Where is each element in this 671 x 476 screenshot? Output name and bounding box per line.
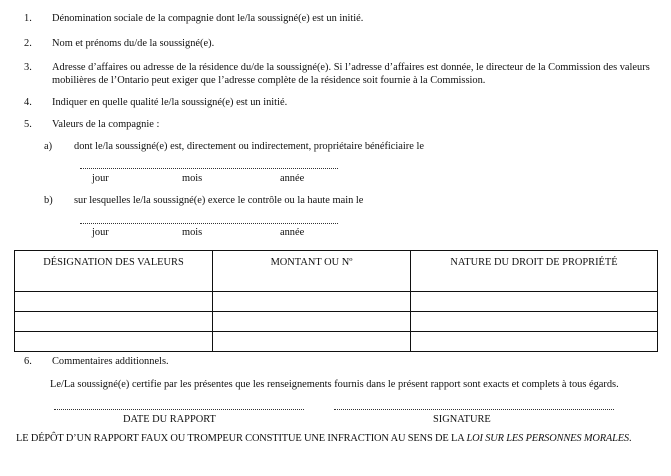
date-a-year-label: année xyxy=(280,173,305,184)
item-4-number: 4. xyxy=(24,97,32,108)
table-cell[interactable] xyxy=(15,292,213,312)
item-3-number: 3. xyxy=(24,62,32,73)
date-a-month-label: mois xyxy=(182,173,203,184)
sub-item-b-letter: b) xyxy=(44,195,53,206)
date-b-line[interactable] xyxy=(80,223,338,224)
date-b-day-label: jour xyxy=(92,227,109,238)
table-row xyxy=(15,312,658,332)
table-cell[interactable] xyxy=(213,332,411,352)
table-cell[interactable] xyxy=(15,332,213,352)
table-row xyxy=(15,332,658,352)
date-a-line[interactable] xyxy=(80,168,338,169)
header-nature: NATURE DU DROIT DE PROPRIÉTÉ xyxy=(411,251,658,292)
sub-item-a-text: dont le/la soussigné(e) est, directement ou indirectement, propriétaire bénéficiaire le xyxy=(74,141,424,152)
certification-text: Le/La soussigné(e) certifie par les présentes que les renseignements fournis dans le présent rapport sont exacts et complets à tous égards. xyxy=(50,379,619,390)
sub-item-b-text: sur lesquelles le/la soussigné(e) exerce le contrôle ou la haute main le xyxy=(74,195,364,206)
table-row xyxy=(15,292,658,312)
date-b-year-label: année xyxy=(280,227,305,238)
warning-prefix: LE DÉPÔT D’UN RAPPORT FAUX OU TROMPEUR CONSTITUE UNE INFRACTION AU SENS DE LA xyxy=(16,433,467,444)
item-4-text: Indiquer en quelle qualité le/la soussigné(e) est un initié. xyxy=(52,97,288,108)
table-cell[interactable] xyxy=(411,332,658,352)
signature-line[interactable] xyxy=(334,409,614,410)
item-1-number: 1. xyxy=(24,13,32,24)
legal-warning xyxy=(16,432,631,445)
item-3-text: Adresse d’affaires ou adresse de la résidence du/de la soussigné(e). Si l’adresse d’affaires est donnée, le directeur de la Commission des valeurs mobilières de l’Ontario peut exiger que l’adresse complète de la résidence soit fournie à la Commission. xyxy=(52,62,650,86)
sub-item-a-letter: a) xyxy=(44,141,53,152)
table-cell[interactable] xyxy=(213,312,411,332)
item-2-text: Nom et prénoms du/de la soussigné(e). xyxy=(52,38,215,49)
item-6-number: 6. xyxy=(24,356,32,367)
date-of-report-label: DATE DU RAPPORT xyxy=(123,414,216,425)
item-2-number: 2. xyxy=(24,38,32,49)
header-designation: DÉSIGNATION DES VALEURS xyxy=(15,251,213,292)
item-6-text: Commentaires additionnels. xyxy=(52,356,169,367)
law-title: LOI SUR LES PERSONNES MORALES xyxy=(466,433,629,444)
table-header-row xyxy=(15,251,658,292)
date-of-report-line[interactable] xyxy=(54,409,304,410)
holdings-table xyxy=(14,250,658,352)
date-a-day-label: jour xyxy=(92,173,109,184)
date-b-month-label: mois xyxy=(182,227,203,238)
header-amount: MONTANT OU Nº xyxy=(213,251,411,292)
table-cell[interactable] xyxy=(411,292,658,312)
table-cell[interactable] xyxy=(411,312,658,332)
warning-suffix: . xyxy=(628,433,632,444)
table-cell[interactable] xyxy=(15,312,213,332)
signature-label: SIGNATURE xyxy=(433,414,491,425)
item-5-number: 5. xyxy=(24,119,32,130)
item-1-text: Dénomination sociale de la compagnie dont le/la soussigné(e) est un initié. xyxy=(52,13,364,24)
item-5-text: Valeurs de la compagnie : xyxy=(52,119,160,130)
table-cell[interactable] xyxy=(213,292,411,312)
